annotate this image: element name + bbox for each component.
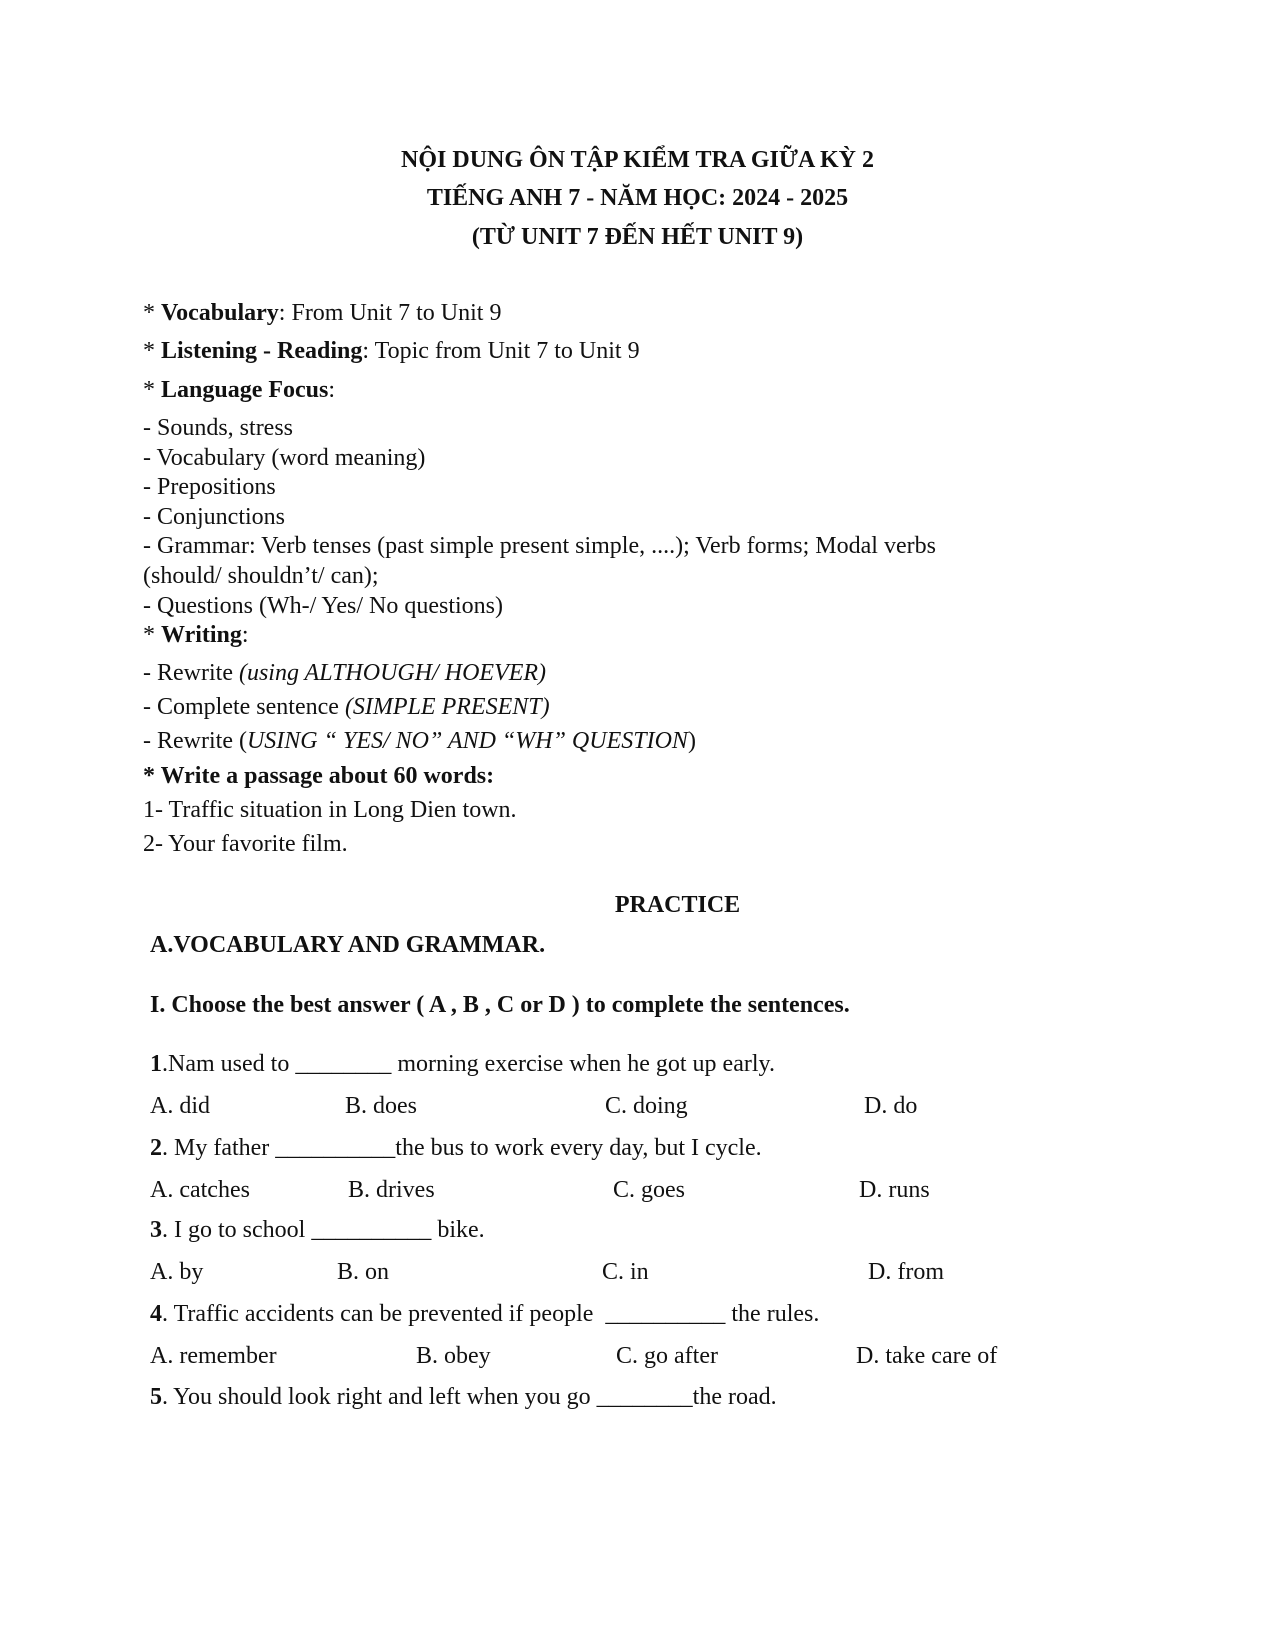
passage-item: 1- Traffic situation in Long Dien town. — [143, 797, 517, 823]
vocabulary-text: : From Unit 7 to Unit 9 — [278, 300, 502, 326]
option-d: D. take care of — [856, 1343, 998, 1369]
language-item: - Prepositions — [143, 474, 276, 500]
option-a: A. by — [150, 1259, 204, 1285]
option-a: A. remember — [150, 1343, 277, 1369]
option-c: C. doing — [605, 1093, 688, 1119]
language-item: - Questions (Wh-/ Yes/ No questions) — [143, 593, 503, 619]
language-focus-line: * Language Focus: — [143, 377, 336, 403]
passage-label: * Write a passage about 60 words: — [143, 763, 495, 789]
vocabulary-line: * Vocabulary: From Unit 7 to Unit 9 — [143, 300, 502, 326]
practice-heading: PRACTICE — [614, 892, 741, 918]
doc-title-line-3: (TỪ UNIT 7 ĐẾN HẾT UNIT 9) — [471, 224, 804, 250]
language-focus-label: Language Focus — [161, 377, 329, 403]
language-item: - Sounds, stress — [143, 415, 294, 441]
language-item: - Vocabulary (word meaning) — [143, 445, 426, 471]
part-1-instruction: I. Choose the best answer ( A , B , C or D ) to complete the sentences. — [150, 992, 850, 1018]
option-a: A. catches — [150, 1177, 250, 1203]
doc-title-line-1: NỘI DUNG ÔN TẬP KIỂM TRA GIỮA KỲ 2 — [401, 147, 874, 173]
option-a: A. did — [150, 1093, 210, 1119]
option-c: C. go after — [616, 1343, 718, 1369]
option-b: B. does — [345, 1093, 417, 1119]
question-3: 3. I go to school __________ bike. — [150, 1217, 485, 1243]
listening-line: * Listening - Reading: Topic from Unit 7 to Unit 9 — [143, 338, 640, 364]
option-b: B. drives — [348, 1177, 435, 1203]
listening-label: Listening - Reading — [161, 338, 363, 364]
option-c: C. goes — [613, 1177, 685, 1203]
writing-item: - Rewrite (USING “ YES/ NO” AND “WH” QUESTION) — [143, 728, 696, 754]
option-b: B. on — [337, 1259, 390, 1285]
vocabulary-label: Vocabulary — [161, 300, 279, 326]
writing-label: Writing — [161, 622, 242, 648]
question-2: 2. My father __________the bus to work every day, but I cycle. — [150, 1135, 762, 1161]
listening-text: : Topic from Unit 7 to Unit 9 — [362, 338, 640, 364]
option-d: D. do — [864, 1093, 918, 1119]
question-5: 5. You should look right and left when you go ________the road. — [150, 1384, 777, 1410]
question-4: 4. Traffic accidents can be prevented if people __________ the rules. — [150, 1301, 820, 1327]
option-c: C. in — [602, 1259, 649, 1285]
option-d: D. runs — [859, 1177, 930, 1203]
option-b: B. obey — [416, 1343, 491, 1369]
language-item: - Conjunctions — [143, 504, 285, 530]
question-1: 1.Nam used to ________ morning exercise when he got up early. — [150, 1051, 775, 1077]
writing-item: - Rewrite (using ALTHOUGH/ HOEVER) — [143, 660, 547, 686]
writing-line: * Writing: — [143, 622, 249, 648]
writing-item: - Complete sentence (SIMPLE PRESENT) — [143, 694, 550, 720]
section-a-heading: A.VOCABULARY AND GRAMMAR. — [150, 932, 546, 958]
option-d: D. from — [868, 1259, 944, 1285]
passage-item: 2- Your favorite film. — [143, 831, 348, 857]
language-item: (should/ shouldn’t/ can); — [143, 563, 379, 589]
doc-title-line-2: TIẾNG ANH 7 - NĂM HỌC: 2024 - 2025 — [426, 185, 849, 211]
language-item: - Grammar: Verb tenses (past simple present simple, ....); Verb forms; Modal verbs — [143, 533, 936, 559]
